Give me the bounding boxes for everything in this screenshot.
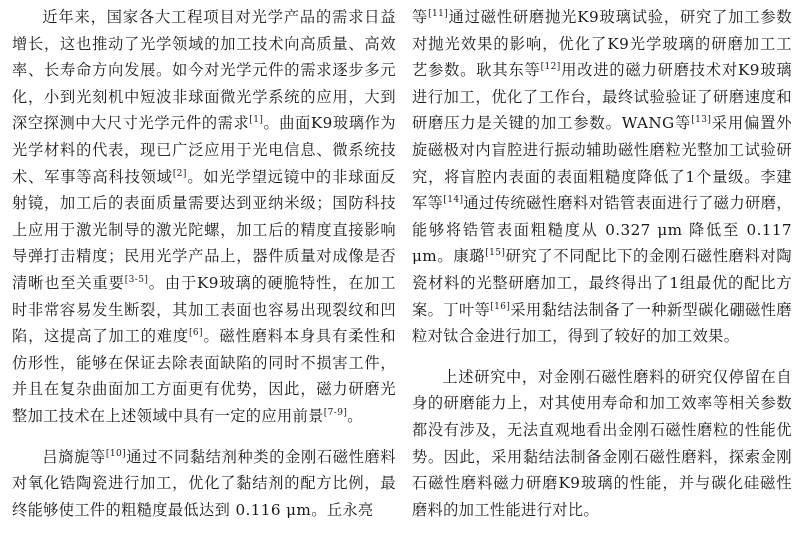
- review-paragraph-start: [12, 444, 396, 524]
- citation-ref: [16]: [490, 301, 511, 312]
- summary-paragraph: [412, 364, 792, 524]
- review-text-2: 通过不同黏结剂种类的金刚石磁性磨料对氧化锆陶瓷进行加工，优化了黏结剂的配方比例，最终能够使工件的粗糙度最低达到 0.116 μm。丘永亮: [12, 447, 396, 519]
- review-text-9: 采用黏结法制备了一种新型碳化硼磁性磨粒对钛合金进行加工，得到了较好的加工效果。: [412, 300, 793, 346]
- intro-text-5: 。磁性磨料本身具有柔性和仿形性，能够在保证去除表面缺陷的同时不损害工件，并且在复杂曲面加工方面更有优势，因此，磁力研磨光整加工技术在上述领域中具有一定的应用前景: [12, 327, 396, 425]
- intro-text-3: 。如光学望远镜中的非球面反射镜，加工后的表面质量需要达到亚纳米级；国防科技上应用于激光制导的激光陀螺，加工后的精度直接影响导弹打击精度；民用光学产品上，器件质量对成像是否清晰也至关重要: [12, 167, 396, 292]
- review-text-8: 研究了不同配比下的金刚石磁性磨料对陶瓷材料的光整研磨加工，最终得出了1组最优的配比方案。丁叶等: [412, 247, 792, 319]
- review-text-6: 采用偏置外旋磁极对内盲腔进行振动辅助磁性磨粒光整加工试验研究，将盲腔内表面的表面粗糙度降低了1个量级。李建军等: [412, 114, 792, 213]
- citation-ref: [13]: [691, 115, 712, 126]
- citation-ref: [7-9]: [323, 407, 348, 418]
- intro-text-2: 。曲面K9玻璃作为光学材料的代表，现已广泛应用于光电信息、微系统技术、军事等高科技领域: [12, 114, 397, 186]
- citation-ref: [10]: [105, 448, 126, 459]
- review-text-3: 等: [412, 8, 429, 26]
- intro-text-1: 近年来，国家各大工程项目对光学产品的需求日益增长，这也推动了光学领域的加工技术向高质量、高效率、长寿命方向发展。如今对光学元件的需求逐步多元化，小到光刻机中短波非球面微光学系统的应用，大到深空探测中大尺寸光学元件的需求: [12, 8, 396, 133]
- summary-text: 上述研究中，对金刚石磁性磨料的研究仅停留在自身的研磨能力上，对其使用寿命和加工效率等相关参数都没有涉及，无法直观地看出金刚石磁性磨粒的性能优势。因此，采用黏结法制备金刚石磁性磨料，探索金刚石磁性磨料磁力研磨K9玻璃的性能，并与碳化硅磁性磨料的加工性能进行对比。: [412, 367, 792, 519]
- right-column: [412, 4, 792, 523]
- citation-ref: [3-5]: [124, 274, 149, 285]
- citation-ref: [11]: [428, 8, 449, 19]
- intro-text-4: 。由于K9玻璃的硬脆特性，在加工时非常容易发生断裂，其加工表面也容易出现裂纹和凹陷，这提高了加工的难度: [12, 273, 396, 346]
- citation-ref: [6]: [188, 328, 203, 339]
- review-paragraph-continued: [412, 4, 792, 350]
- intro-text-6: 。: [347, 406, 363, 425]
- citation-ref: [12]: [540, 62, 561, 73]
- intro-paragraph: [12, 4, 396, 430]
- review-text-7: 通过传统磁性磨料对锆管表面进行了磁力研磨，能够将锆管表面粗糙度从 0.327 μm 降低至 0.117 μm。康璐: [412, 194, 792, 266]
- citation-ref: [15]: [485, 248, 506, 259]
- review-text-1: 吕旖旎等: [42, 447, 106, 466]
- citation-ref: [14]: [443, 195, 464, 206]
- citation-ref: [1]: [249, 115, 264, 126]
- review-text-4: 通过磁性研磨抛光K9玻璃试验，研究了加工参数对抛光效果的影响，优化了K9光学玻璃的研磨加工工艺参数。耿其东等: [412, 8, 792, 80]
- citation-ref: [2]: [172, 168, 187, 179]
- left-column: [12, 4, 396, 523]
- review-text-5: 用改进的磁力研磨技术对K9玻璃进行加工，优化了工作台，最终试验验证了研磨速度和研磨压力是关键的加工参数。WANG等: [412, 61, 793, 133]
